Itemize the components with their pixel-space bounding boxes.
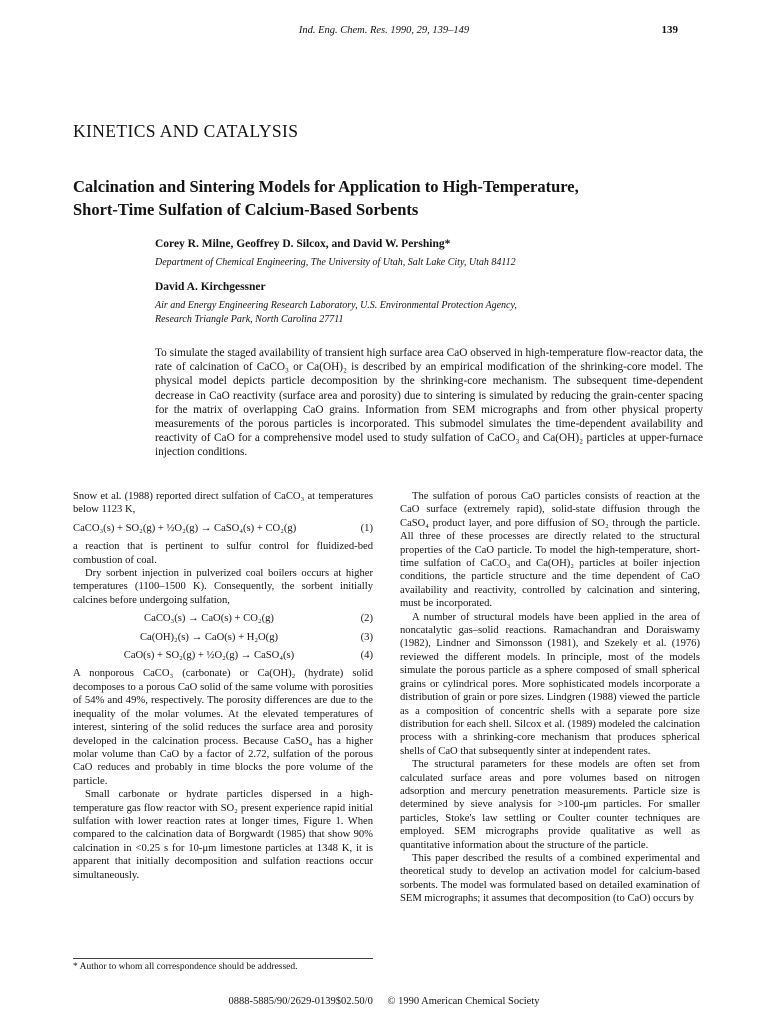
affiliation-primary: Department of Chemical Engineering, The University of Utah, Salt Lake City, Utah 84112 — [155, 257, 516, 268]
footer-code: 0888-5885/90/2629-0139$02.50/0 — [228, 996, 373, 1007]
equation-4 — [73, 649, 373, 662]
equation-2 — [73, 612, 373, 625]
page-number: 139 — [661, 24, 678, 36]
affiliation-secondary — [155, 299, 715, 326]
equation-1 — [73, 522, 373, 535]
paper-title — [73, 175, 713, 221]
right-paragraph-2: A number of structural models have been applied in the area of noncatalytic gas–solid reactions. Ramachandran and Doraiswamy (1982), Lindner and Simonsson (1981), and Szekely et al. (1976) reviewed the different models. In principle, most of the models simulate the porous particle as a sphere composed of small spherical grains or cylindrical pores. More sophisticated models incorporate a distribution of grain or pore sizes. Lindgren (1988) viewed the particle as a composition of concentric shells with a separate pore size distribution for each shell. Silcox et al. (1989) modeled the calcination process with a shrinking-core mechanism that produces spherical shells of CaO that subsequently sinter at independent rates. — [400, 611, 700, 757]
affiliation-secondary-line-1: Air and Energy Engineering Research Laboratory, U.S. Environmental Protection Agency, — [155, 300, 517, 311]
equation-2-expression: CaCO₃(s) → CaO(s) + CO₂(g) — [144, 613, 274, 625]
right-column — [400, 490, 700, 906]
equation-4-number: (4) — [360, 650, 373, 662]
section-title: KINETICS AND CATALYSIS — [73, 121, 299, 141]
footnote-divider — [73, 958, 373, 959]
left-paragraph-3: Dry sorbent injection in pulverized coal boilers occurs at higher temperatures (1100–1500 K). Consequently, the sorbent initially calcines before undergoing sulfation, — [73, 568, 373, 606]
left-column — [73, 490, 373, 882]
authors-primary: Corey R. Milne, Geoffrey D. Silcox, and David W. Pershing* — [155, 238, 451, 250]
authors-secondary: David A. Kirchgessner — [155, 281, 266, 293]
equation-1-expression: CaCO₃(s) + SO₂(g) + ½O₂(g) → CaSO₄(s) + CO₂(g) — [73, 522, 297, 534]
affiliation-secondary-line-2: Research Triangle Park, North Carolina 27711 — [155, 313, 344, 325]
footer-copyright: © 1990 American Chemical Society — [387, 996, 540, 1007]
left-paragraph-5: Small carbonate or hydrate particles dispersed in a high-temperature gas flow reactor with SO₂ present experience rapid initial sulfation with lower reaction rates at longer times, Figure 1. When compared to the calcination data of Borgwardt (1985) that show 90% calcination in <0.25 s for 10-μm limestone particles at 1348 K, it is apparent that initially decomposition and sulfation reactions occur simultaneously. — [73, 789, 373, 881]
left-paragraph-2: a reaction that is pertinent to sulfur control for fluidized-bed combustion of coal. — [73, 541, 373, 566]
abstract: To simulate the staged availability of transient high surface area CaO observed in high-temperature flow-reactor data, the rate of calcination of CaCO₃ or Ca(OH)₂ is described by an empirical modification of the shrinking-core model. The physical model depicts particle decomposition by the shrinking-core mechanism. The subsequent time-dependent decrease in CaO reactivity (surface area and porosity) due to sintering is simulated by reducing the grain-center spacing for the matrix of overlapping CaO grains. Information from SEM micrographs and from other physical property measurements of the porous particles is incorporated. This submodel simulates the time-dependent availability and reactivity of CaO for a comprehensive model used to study sulfation of CaCO₃ and Ca(OH)₂ particles at upper-furnace injection conditions. — [155, 347, 703, 459]
title-line-2: Short-Time Sulfation of Calcium-Based Sorbents — [73, 200, 419, 219]
page-footer — [0, 996, 768, 1007]
equation-3-number: (3) — [360, 631, 373, 643]
equation-2-number: (2) — [360, 613, 373, 625]
right-paragraph-4: This paper described the results of a combined experimental and theoretical study to develop an activation model for calcium-based sorbents. The model was formulated based on detailed examination of SEM micrographs; it assumes that decomposition (to CaO) occurs by — [400, 852, 700, 905]
right-paragraph-1: The sulfation of porous CaO particles consists of reaction at the CaO surface (extremely rapid), solid-state diffusion through the CaSO₄ product layer, and pore diffusion of SO₂ through the particle. All three of these processes are directly related to the structural properties of the CaO particle. To model the high-temperature, short-time sulfation of CaCO₃ and Ca(OH)₂ particles at boiler injection conditions, the particle structure and the time dependent of CaO availability and reactivity, controlled by calcination and sintering, must be incorporated. — [400, 491, 700, 610]
title-line-1: Calcination and Sintering Models for Application to High-Temperature, — [73, 177, 579, 196]
footnote: * Author to whom all correspondence should be addressed. — [73, 962, 298, 972]
left-paragraph-4: A nonporous CaCO₃ (carbonate) or Ca(OH)₂ (hydrate) solid decomposes to a porous CaO solid of the same volume with porosities of 54% and 49%, respectively. The porosity differences are due to the inequality of the molar volumes. At the elevated temperatures of interest, sintering of the solid reduces the surface area and porosity developed in the calcination process. Because CaSO₄ has a higher molar volume than CaO by a factor of 2.72, sulfation of the porous CaO reduces and probably in time blocks the pore volume of the particle. — [73, 668, 373, 787]
equation-4-expression: CaO(s) + SO₂(g) + ½O₂(g) → CaSO₄(s) — [123, 650, 295, 662]
right-paragraph-3: The structural parameters for these models are often set from calculated surface areas and pore volumes based on nitrogen adsorption and mercury penetration measurements. Particle size is determined by sieve analysis for >100-μm particles. For smaller particles, Stoke's law settling or Coulter counter techniques are employed. SEM micrographs provide qualitative as well as quantitative information about the structure of the particle. — [400, 759, 700, 851]
equation-3-expression: Ca(OH)₂(s) → CaO(s) + H₂O(g) — [139, 631, 279, 643]
running-head: Ind. Eng. Chem. Res. 1990, 29, 139–149 — [298, 25, 470, 36]
left-paragraph-1: Snow et al. (1988) reported direct sulfation of CaCO₃ at temperatures below 1123 K, — [73, 491, 373, 516]
equation-1-number: (1) — [360, 522, 373, 534]
equation-3 — [73, 631, 373, 644]
